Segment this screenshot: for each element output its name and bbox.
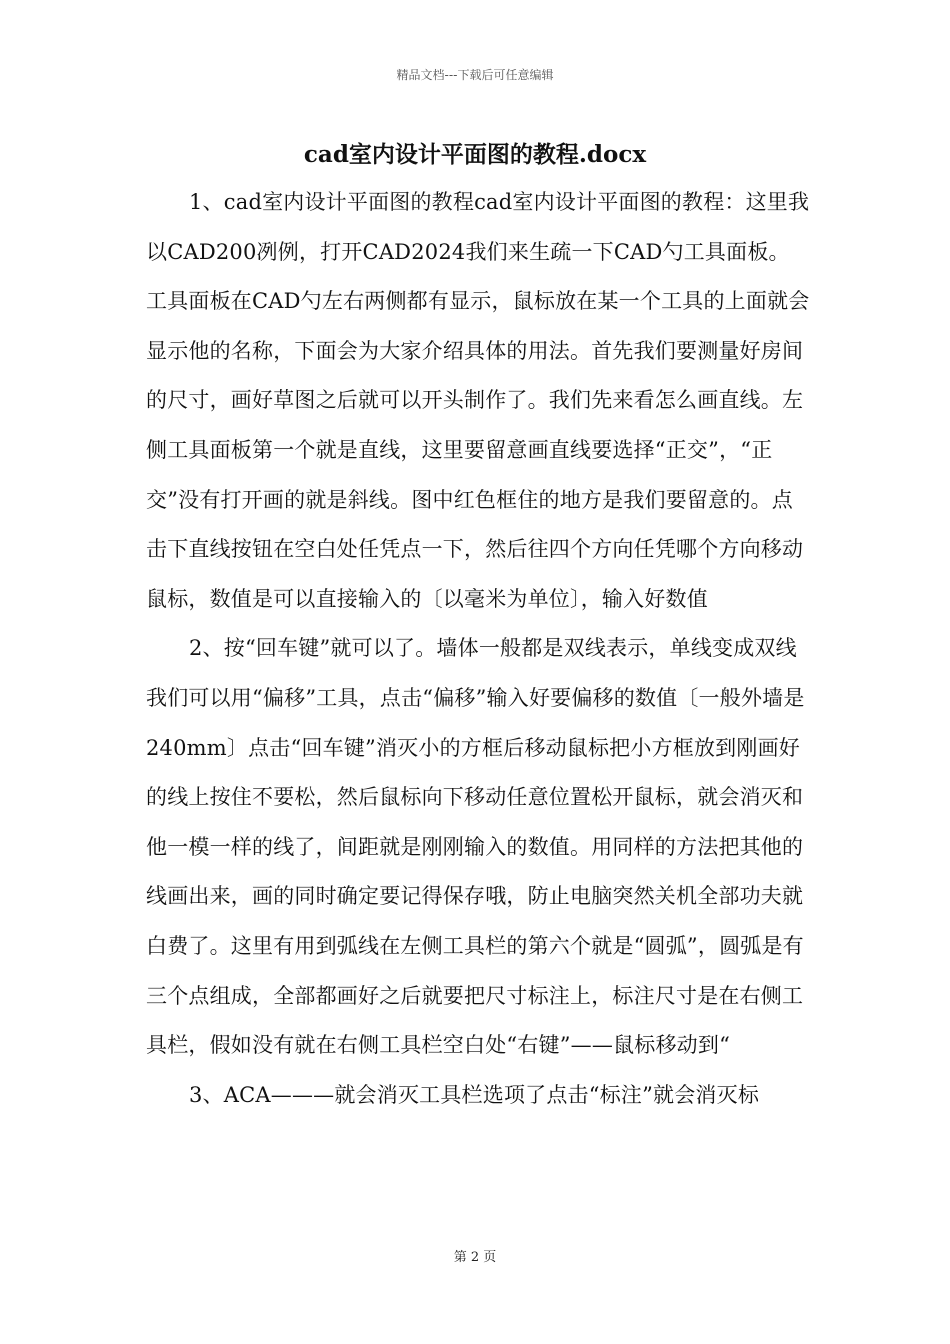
page-number: 第 2 页 — [453, 1250, 497, 1265]
page-header: 精品文档---下载后可任意编辑 — [396, 68, 554, 82]
document-body — [146, 178, 810, 1120]
paragraph-1: 1、cad室内设计平面图的教程cad室内设计平面图的教程：这里我以CAD200冽例，打开CAD2024我们来生疏一下CAD勺工具面板。工具面板在CAD勺左右两侧都有显示，鼠标放在某一个工具的上面就会显示他的名称，下面会为大家介绍具体的用法。首先我们要测量好房间的尺寸，画好草图之后就可以开头制作了。我们先来看怎么画直线。左侧工具面板第一个就是直线，这里要留意画直线要选择“正交”，“正交”没有打开画的就是斜线。图中红色框住的地方是我们要留意的。点击下直线按钮在空白处任凭点一下，然后往四个方向任凭哪个方向移动鼠标，数值是可以直接输入的〔以毫米为单位〕，输入好数值 — [146, 190, 810, 611]
document-title: cad室内设计平面图的教程.docx — [303, 141, 647, 168]
paragraph-3: 3、ACA———就会消灭工具栏选项了点击“标注”就会消灭标 — [189, 1082, 760, 1107]
paragraph-2: 2、按“回车键”就可以了。墙体一般都是双线表示，单线变成双线我们可以用“偏移”工具，点击“偏移”输入好要偏移的数值〔一般外墙是240mm〕点击“回车键”消灭小的方框后移动鼠标把小方框放到刚画好的线上按住不要松，然后鼠标向下移动任意位置松开鼠标，就会消灭和他一模一样的线了，间距就是刚刚输入的数值。用同样的方法把其他的线画出来，画的同时确定要记得保存哦，防止电脑突然关机全部功夫就白费了。这里有用到弧线在左侧工具栏的第六个就是“圆弧”，圆弧是有三个点组成，全部都画好之后就要把尺寸标注上，标注尺寸是在右侧工具栏，假如没有就在右侧工具栏空白处“右键”——鼠标移动到“ — [146, 636, 805, 1058]
